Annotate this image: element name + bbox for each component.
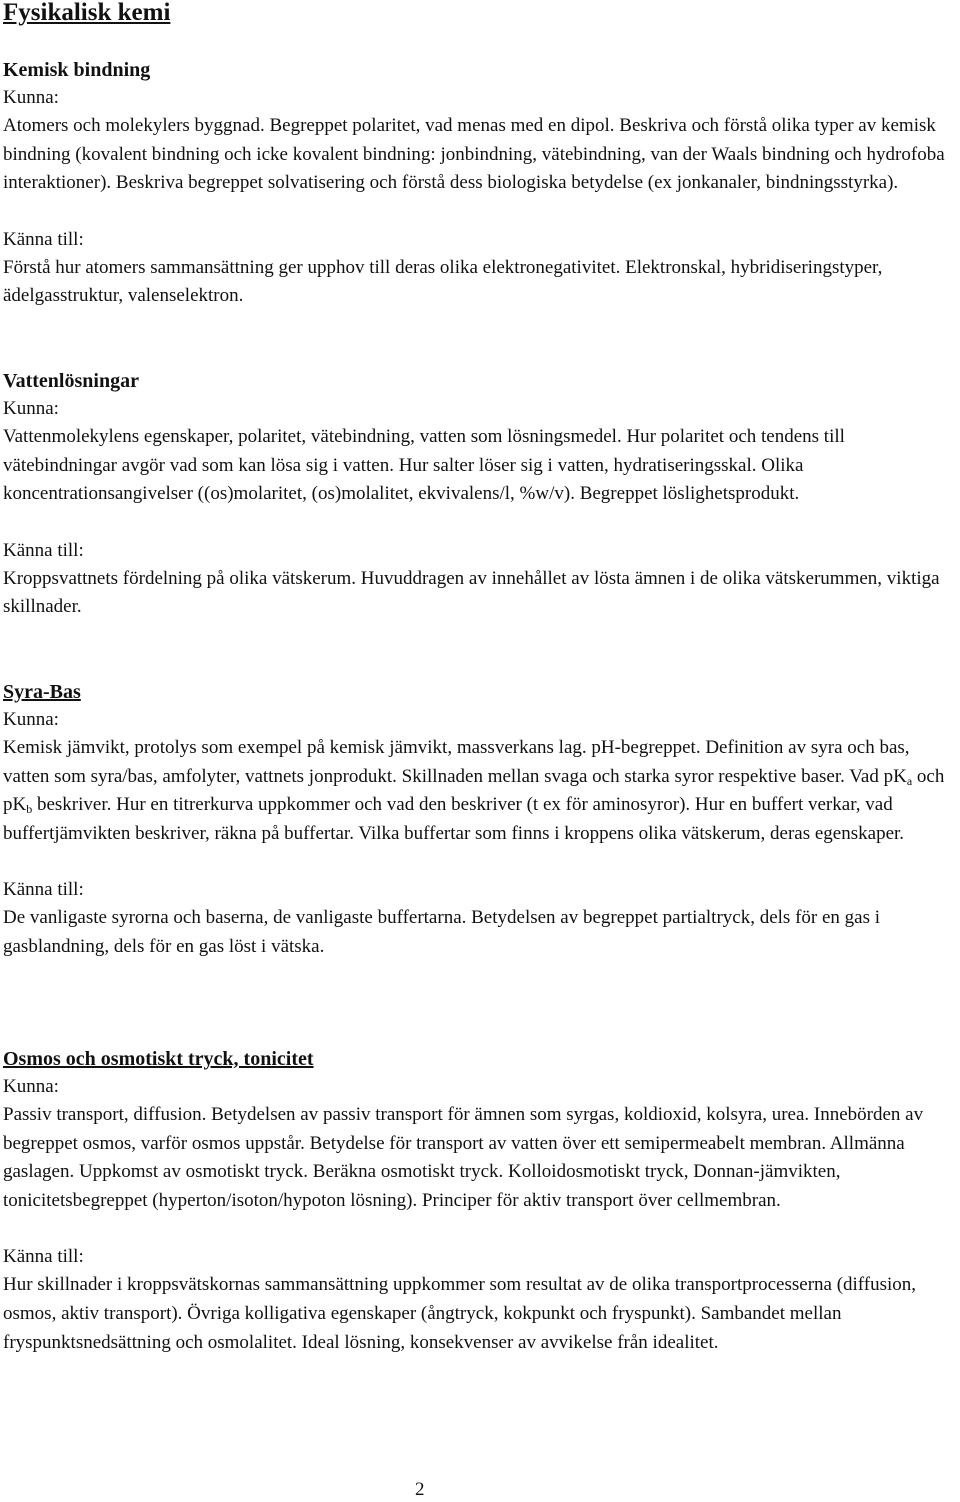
kunna-label: Kunna: [3,1076,59,1097]
section-heading: Vattenlösningar [3,370,139,392]
kunna-text-part: beskriver. Hur en titrerkurva uppkommer och vad den beskriver (t ex för aminosyror). Hur en buffert verkar, vad buffertjämvikten beskriver, räkna på buffertar. Vilka buffertar som finns i kroppens olika vätskerum, deras egenskaper. [3,794,905,844]
section-heading: Osmos och osmotiskt tryck, tonicitet [3,1048,314,1070]
kanna-till-label: Känna till: [3,879,84,901]
kunna-paragraph: Vattenmolekylens egenskaper, polaritet, vätebindning, vatten som lösningsmedel. Hur polaritet och tendens till vätebindningar avgör vad som kan lösa sig i vatten. Hur salter löser sig i vatten, hydratiseringsskal. Olika koncentrationsangivelser ((os)molaritet, (os)molalitet, ekvivalens/l, %w/v). Begreppet löslighetsprodukt. [3,426,845,505]
section-heading: Syra-Bas [3,681,81,703]
section-vattenlosningar [3,367,953,622]
kanna-till-paragraph: Kroppsvattnets fördelning på olika vätskerum. Huvuddragen av innehållet av lösta ämnen i de olika vätskerummen, viktiga skillnader. [3,567,940,618]
kanna-till-paragraph: Förstå hur atomers sammansättning ger upphov till deras olika elektronegativitet. Elektronskal, hybridiseringstyper, ädelgasstruktur, valenselektron. [3,256,883,307]
kunna-label: Kunna: [3,709,59,730]
section-syra-bas [3,678,953,962]
kanna-till-label: Känna till: [3,539,84,561]
kunna-label: Kunna: [3,87,59,108]
kanna-till-paragraph: Hur skillnader i kroppsvätskornas sammansättning uppkommer som resultat av de olika transportprocesserna (diffusion, osmos, aktiv transport). Övriga kolligativa egenskaper (ångtryck, kokpunkt och fryspunkt). Sambandet mellan fryspunktsnedsättning och osmolalitet. Ideal lösning, konsekvenser av avvikelse från idealitet. [3,1274,917,1353]
section-kemisk-bindning [3,56,953,311]
subscript-b: b [26,802,33,817]
kanna-till-paragraph: De vanligaste syrorna och baserna, de vanligaste buffertarna. Betydelsen av begreppet partialtryck, dels för en gas i gasblandning, dels för en gas löst i vätska. [3,907,881,957]
section-heading: Kemisk bindning [3,59,151,81]
page-number: 2 [415,1479,425,1500]
kunna-paragraph: Passiv transport, diffusion. Betydelsen av passiv transport för ämnen som syrgas, koldioxid, kolsyra, urea. Innebörden av begreppet osmos, varför osmos uppstår. Betydelse för transport av vatten över ett semipermeabelt membran. Allmänna gaslagen. Uppkomst av osmotiskt tryck. Beräkna osmotiskt tryck. Kolloidosmotiskt tryck, Donnan-jämvikten, tonicitetsbegreppet (hyperton/isoton/hypoton lösning). Principer för aktiv transport över cellmembran. [3,1104,924,1211]
section-osmos [3,1045,953,1357]
kunna-text-part: Kemisk jämvikt, protolys som exempel på kemisk jämvikt, massverkans lag. pH-begreppet. Definition av syra och bas, vatten som syra/bas, amfolyter, vattnets jonprodukt. Skillnaden mellan svaga och starka syror respektive baser. Vad pK [3,737,910,787]
kunna-paragraph [3,734,953,848]
kunna-text-part: och pK [3,765,945,816]
subscript-a: a [906,773,913,788]
document-title: Fysikalisk kemi [3,0,171,26]
kunna-paragraph: Atomers och molekylers byggnad. Begreppet polaritet, vad menas med en dipol. Beskriva och förstå olika typer av kemisk bindning (kovalent bindning och icke kovalent bindning: jonbindning, vätebindning, van der Waals bindning och hydrofoba interaktioner). Beskriva begreppet solvatisering och förstå dess biologiska betydelse (ex jonkanaler, bindningsstyrka). [3,115,945,194]
kunna-label: Kunna: [3,398,59,419]
kanna-till-label: Känna till: [3,228,84,250]
kanna-till-label: Känna till: [3,1246,84,1268]
